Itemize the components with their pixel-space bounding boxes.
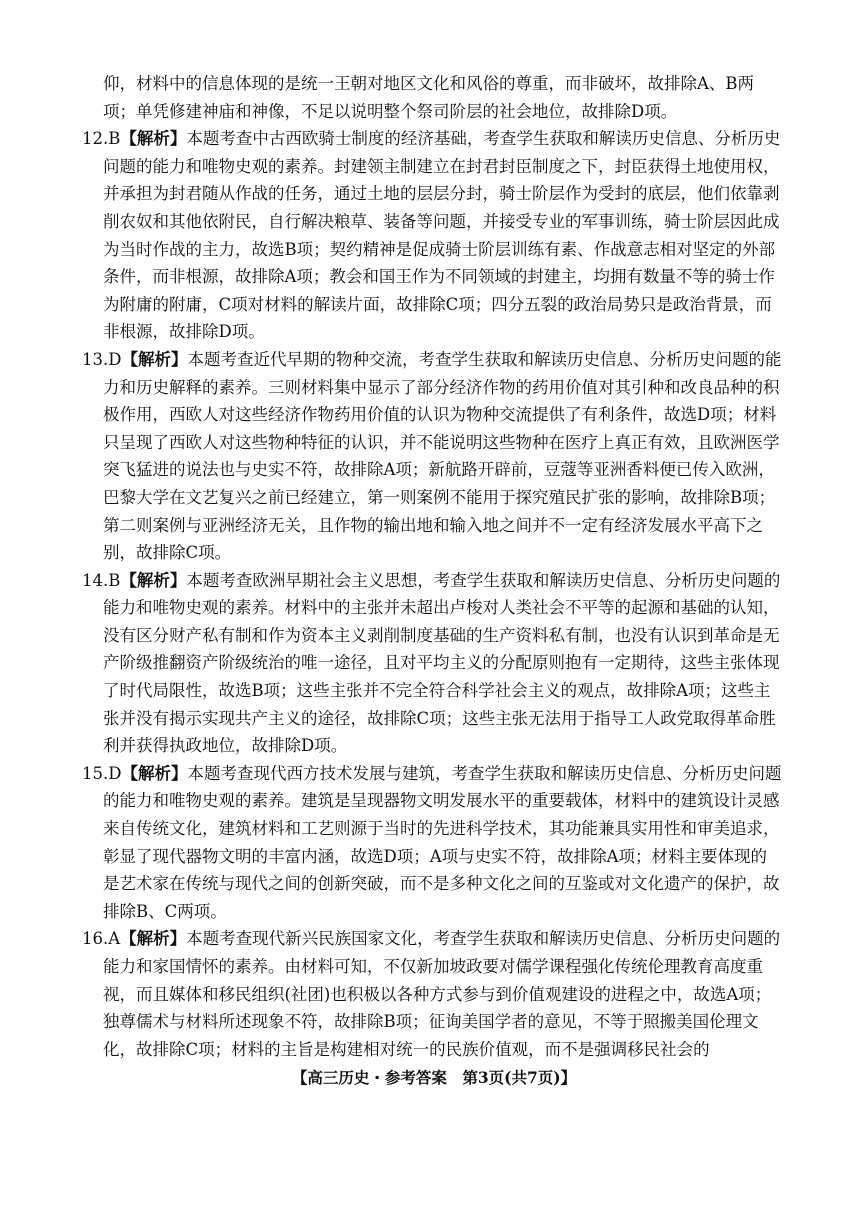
answer-items: [82, 125, 793, 1063]
question-number: 16.: [82, 929, 109, 949]
analysis-text: 本题考查现代西方技术发展与建筑，考查学生获取和解读历史信息、分析历史问题: [187, 763, 782, 783]
question-number: 14.: [82, 570, 109, 590]
analysis-text: 本题考查近代早期的物种交流，考查学生获取和解读历史信息、分析历史问题的能: [187, 349, 782, 369]
analysis-line: 突飞猛进的说法也与史实不符，故排除A项；新航路开辟前，豆蔻等亚洲香料便已传入欧洲，: [103, 460, 775, 480]
answer-letter: B: [108, 129, 121, 149]
answer-content: [82, 70, 793, 1063]
analysis-line: 极作用，西欧人对这些经济作物药用价值的认识为物种交流提供了有利条件，故选D项；材料: [103, 405, 777, 425]
answer-first-line: [82, 760, 793, 788]
analysis-line: 并承担为封君随从作战的任务，通过土地的层层分封，骑士阶层作为受封的底层，他们依靠剥: [103, 184, 780, 204]
analysis-line: 别，故排除C项。: [103, 543, 232, 563]
analysis-line: 张并没有揭示实现共产主义的途径，故排除C项；这些主张无法用于指导工人政党取得革命胜: [103, 708, 776, 728]
analysis-line: 产阶级推翻资产阶级统治的唯一途径，且对平均主义的分配原则抱有一定期待，这些主张体现: [103, 653, 780, 673]
page-footer: 【高三历史・参考答案 第3页(共7页)】: [291, 1068, 577, 1087]
answer-first-line: [82, 125, 793, 153]
intro-line: 项；单凭修建神庙和神像，不足以说明整个祭司阶层的社会地位，故排除D项。: [103, 101, 678, 121]
analysis-line: 能力和唯物史观的素养。材料中的主张并未超出卢梭对人类社会不平等的起源和基础的认知，: [103, 598, 780, 618]
analysis-tag: 【解析】: [121, 349, 188, 369]
answer-item: [82, 925, 793, 1063]
intro-paragraph: [103, 70, 793, 125]
analysis-line: 巴黎大学在文艺复兴之前已经建立，第一则案例不能用于探究殖民扩张的影响，故排除B项；: [103, 487, 776, 507]
analysis-line: 问题的能力和唯物史观的素养。封建领主制建立在封君封臣制度之下，封臣获得土地使用权，: [103, 156, 780, 176]
analysis-tag: 【解析】: [120, 570, 187, 590]
question-number: 12.: [82, 129, 109, 149]
analysis-line: 了时代局限性，故选B项；这些主张并不完全符合科学社会主义的观点，故排除A项；这些主: [103, 681, 771, 701]
analysis-line: 视，而且媒体和移民组织(社团)也积极以各种方式参与到价值观建设的进程之中，故选A项；: [103, 984, 772, 1004]
answer-first-line: [82, 567, 793, 595]
analysis-line: 条件，而非根源，故排除A项；教会和国王作为不同领域的封建主，均拥有数量不等的骑士作: [103, 267, 775, 287]
analysis-line: 非根源，故排除D项。: [103, 322, 265, 342]
analysis-line: 为附庸的附庸，C项对材料的解读片面，故排除C项；四分五裂的政治局势只是政治背景，而: [103, 294, 772, 314]
analysis-line: 能力和家国情怀的素养。由材料可知，不仅新加坡政要对儒学课程强化传统伦理教育高度重: [103, 957, 763, 976]
analysis-line: 第二则案例与亚洲经济无关，且作物的输出地和输入地之间并不一定有经济发展水平高下之: [103, 515, 763, 535]
analysis-line: 的能力和唯物史观的素养。建筑是呈现器物文明发展水平的重要载体，材料中的建筑设计灵感: [103, 791, 780, 811]
analysis-line: 排除B、C两项。: [103, 901, 227, 921]
answer-letter: B: [108, 570, 121, 590]
analysis-line: 来自传统文化，建筑材料和工艺则源于当时的先进科学技术，其功能兼具实用性和审美追求，: [103, 819, 780, 839]
answer-letter: D: [108, 349, 122, 369]
analysis-text: 本题考查中古西欧骑士制度的经济基础，考查学生获取和解读历史信息、分析历史: [186, 129, 781, 149]
answer-first-line: [82, 925, 793, 953]
analysis-line: 没有区分财产私有制和作为资本主义剥削制度基础的生产资料私有制，也没有认识到革命是无: [103, 625, 780, 645]
answer-item: [82, 567, 793, 760]
question-number: 15.: [82, 763, 109, 783]
answer-item: [82, 125, 793, 346]
answer-item: [82, 346, 793, 567]
question-number: 13.: [82, 349, 109, 369]
answer-item: [82, 760, 793, 926]
analysis-line: 化，故排除C项；材料的主旨是构建相对统一的民族价值观，而不是强调移民社会的: [103, 1039, 710, 1059]
analysis-line: 彰显了现代器物文明的丰富内涵，故选D项；A项与史实不符，故排除A项；材料主要体现的: [103, 846, 768, 866]
answer-letter: D: [108, 763, 122, 783]
analysis-line: 独尊儒术与材料所述现象不符，故排除B项；征询美国学者的意见，不等于照搬美国伦理文: [103, 1012, 759, 1032]
analysis-text: 本题考查现代新兴民族国家文化，考查学生获取和解读历史信息、分析历史问题的: [186, 929, 781, 949]
analysis-text: 本题考查欧洲早期社会主义思想，考查学生获取和解读历史信息、分析历史问题的: [186, 570, 781, 590]
analysis-line: 只呈现了西欧人对这些物种特征的认识，并不能说明这些物种在医疗上真正有效，且欧洲医学: [103, 432, 780, 452]
analysis-line: 是艺术家在传统与现代之间的创新突破，而不是多种文化之间的互鉴或对文化遗产的保护，故: [103, 874, 780, 894]
analysis-line: 力和历史解释的素养。三则材料集中显示了部分经济作物的药用价值对其引种和改良品种的积: [103, 377, 780, 397]
analysis-line: 利并获得执政地位，故排除D项。: [103, 736, 348, 756]
analysis-line: 削农奴和其他依附民，自行解决粮草、装备等问题，并接受专业的军事训练，骑士阶层因此成: [103, 211, 780, 231]
answer-first-line: [82, 346, 793, 374]
analysis-tag: 【解析】: [121, 763, 188, 783]
analysis-tag: 【解析】: [120, 929, 187, 949]
analysis-tag: 【解析】: [120, 129, 187, 149]
intro-line: 仰，材料中的信息体现的是统一王朝对地区文化和风俗的尊重，而非破坏，故排除A、B两: [103, 74, 755, 93]
analysis-line: 为当时作战的主力，故选B项；契约精神是促成骑士阶层训练有素、作战意志相对坚定的外部: [103, 239, 776, 259]
answer-letter: A: [108, 929, 121, 949]
